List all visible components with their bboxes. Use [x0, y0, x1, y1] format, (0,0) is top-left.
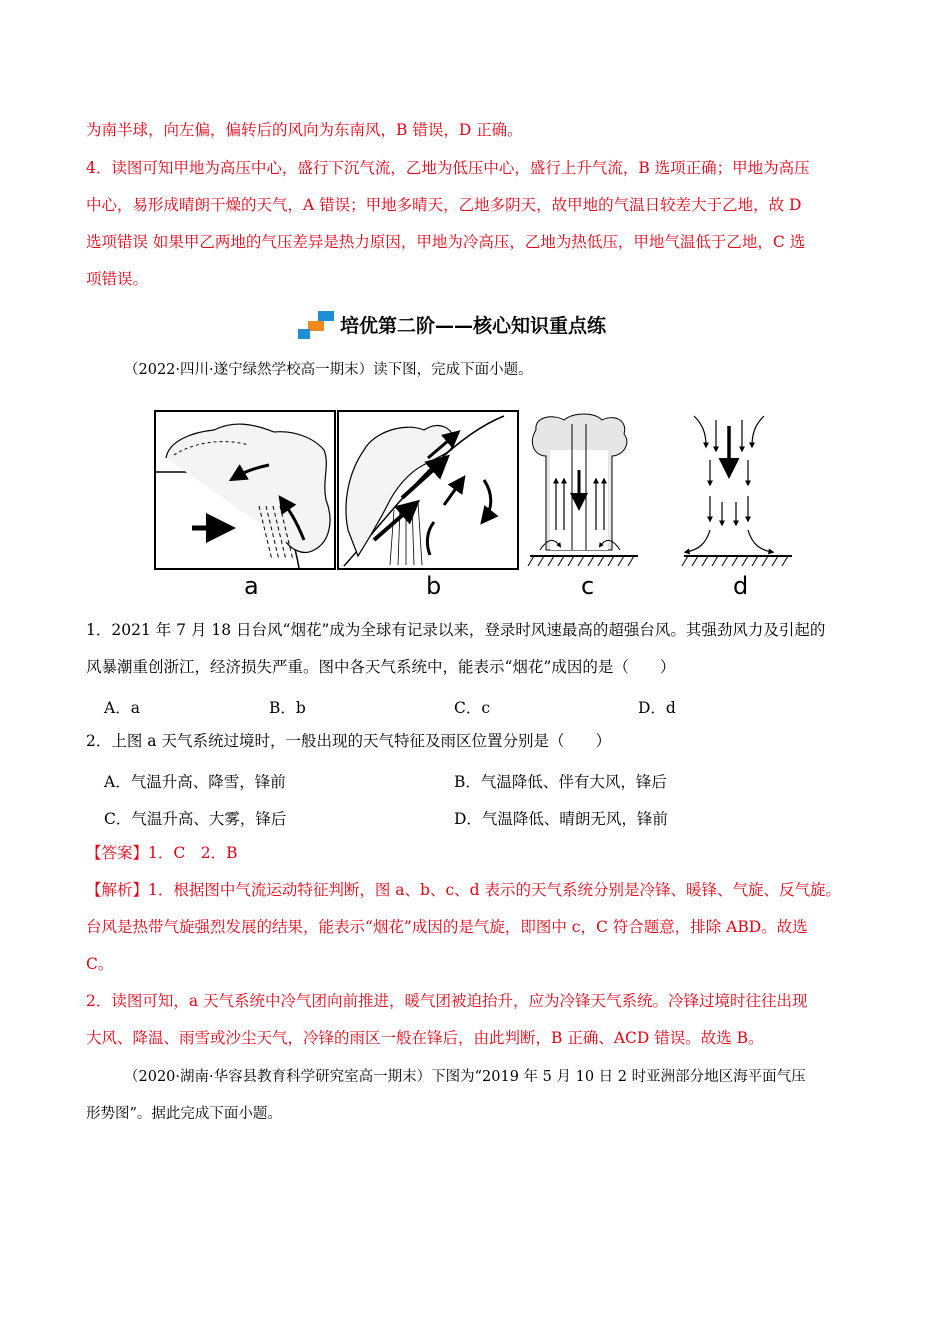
- analysis-line: 【解析】1．根据图中气流运动特征判断，图 a、b、c、d 表示的天气系统分别是冷锋、暖锋、气旋、反气旋。: [86, 881, 841, 899]
- section-header: [298, 306, 606, 342]
- answer-line: 【答案】1．C 2．B: [86, 844, 238, 862]
- analysis-line: 2．读图可知，a 天气系统中冷气团向前推进，暖气团被迫抬升，应为冷锋天气系统。冷锋过境时往往出现: [86, 992, 808, 1010]
- source-line: （2020·湖南·华容县教育科学研究室高一期末）下图为“2019 年 5 月 10 日 2 时亚洲部分地区海平面气压: [124, 1069, 806, 1085]
- option-d[interactable]: D．气温降低、晴朗无风，锋前: [454, 810, 668, 828]
- panel-b-warm-front: [338, 411, 518, 569]
- question-2: [86, 723, 866, 760]
- panel-label-d: d: [733, 572, 749, 600]
- analysis-line: 中心，易形成晴朗干燥的天气，A 错误；甲地多晴天，乙地多阴天，故甲地的气温日较差大于乙地，故 D: [86, 196, 802, 214]
- answer-block: [86, 835, 866, 1057]
- panel-a-cold-front: [155, 411, 335, 569]
- weather-systems-figure: [154, 410, 799, 576]
- question-source-2: [86, 1059, 884, 1133]
- section-title: 培优第二阶——核心知识重点练: [340, 314, 607, 337]
- analysis-continued: [86, 112, 866, 149]
- panel-label-a: a: [244, 572, 259, 600]
- question-1: [86, 612, 866, 686]
- section-logo-icon: [298, 307, 336, 341]
- analysis-line: 台风是热带气旋强烈发展的结果，能表示“烟花”成因的是气旋，即图中 c，C 符合题意，排除 ABD。故选: [86, 918, 808, 936]
- option-a[interactable]: A．气温升高、降雪，锋前: [104, 773, 286, 791]
- question-line: 2．上图 a 天气系统过境时，一般出现的天气特征及雨区位置分别是（ ）: [86, 732, 611, 750]
- analysis-line: 大风、降温、雨雪或沙尘天气，冷锋的雨区一般在锋后，由此判断，B 正确、ACD 错误。故选 B。: [86, 1029, 764, 1047]
- source-line: 形势图”。据此完成下面小题。: [86, 1106, 282, 1122]
- panel-c-cyclone: [528, 414, 638, 566]
- option-d[interactable]: D．d: [638, 699, 676, 717]
- option-a[interactable]: A．a: [104, 699, 140, 717]
- question-line: 风暴潮重创浙江，经济损失严重。图中各天气系统中，能表示“烟花”成因的是（ ）: [86, 658, 676, 676]
- question-source: （2022·四川·遂宁绿然学校高一期末）读下图，完成下面小题。: [124, 362, 533, 378]
- panel-label-b: b: [426, 572, 442, 600]
- analysis-line: C。: [86, 955, 114, 973]
- analysis-q4: [86, 150, 866, 298]
- option-c[interactable]: C．气温升高、大雾，锋后: [104, 810, 287, 828]
- analysis-line: 4．读图可知甲地为高压中心，盛行下沉气流，乙地为低压中心，盛行上升气流，B 选项正确；甲地为高压: [86, 159, 810, 177]
- analysis-line: 为南半球，向左偏，偏转后的风向为东南风，B 错误，D 正确。: [86, 121, 523, 139]
- analysis-line: 选项错误 如果甲乙两地的气压差异是热力原因，甲地为冷高压，乙地为热低压，甲地气温低于乙地，C 选: [86, 233, 806, 251]
- analysis-line: 项错误。: [86, 270, 149, 288]
- panel-label-c: c: [581, 572, 595, 600]
- question-line: 1．2021 年 7 月 18 日台风“烟花”成为全球有记录以来，登录时风速最高的超强台风。其强劲风力及引起的: [86, 621, 826, 639]
- option-b[interactable]: B．b: [269, 699, 306, 717]
- panel-d-anticyclone: [682, 416, 792, 566]
- option-c[interactable]: C．c: [454, 699, 491, 717]
- option-b[interactable]: B．气温降低、伴有大风，锋后: [454, 773, 667, 791]
